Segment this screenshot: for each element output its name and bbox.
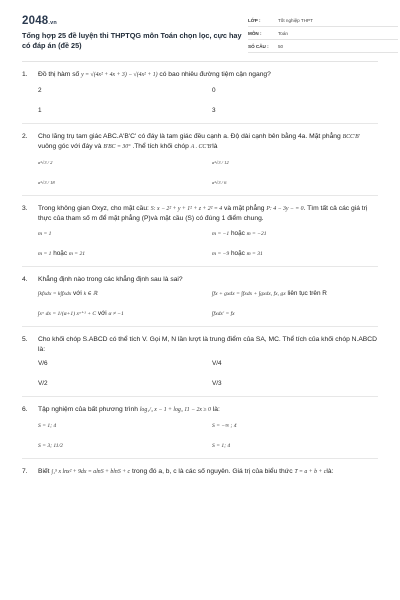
- question-number: 5.: [22, 336, 28, 343]
- question-stem: [22, 467, 378, 478]
- question-item: [22, 397, 378, 459]
- answer-option[interactable]: [212, 309, 378, 319]
- answer-option[interactable]: [212, 421, 378, 431]
- math-expression: A . CC'B': [190, 144, 213, 150]
- text-segment: V/6: [38, 360, 48, 367]
- text-segment: Đồ thị hàm số: [38, 71, 82, 78]
- text-segment: trong đó a, b, c là các số nguyên. Giá trị của biểu thức: [130, 467, 295, 475]
- math-expression: ∫kfxdx = k∫fxdx: [38, 291, 72, 297]
- question-text: [38, 335, 378, 354]
- answer-option[interactable]: [212, 249, 378, 259]
- page-title: Tổng hợp 25 đề luyện thi THPTQG môn Toán chọn lọc, cực hay có đáp án (đề 25): [22, 31, 242, 50]
- math-expression: ∫fx + gxdx = ∫fxdx + ∫gxdx, fx, gx: [212, 291, 286, 297]
- answer-option[interactable]: [212, 441, 378, 451]
- text-segment: Khẳng định nào trong các khẳng định sau là sai?: [38, 275, 183, 283]
- text-segment: . Tìm tất cả các giá trị thực của tham số m để mặt phẳng (P)và mặt cầu (S) có đúng 1 điểm chung.: [38, 204, 368, 222]
- text-segment: V/4: [212, 360, 222, 367]
- text-segment: liên tục trên R: [285, 290, 327, 297]
- text-segment: với: [71, 290, 84, 297]
- text-segment: là:: [210, 406, 220, 413]
- math-fraction: a³√3 / 18: [38, 179, 55, 185]
- answer-options: [22, 284, 378, 324]
- question-item: [22, 62, 378, 124]
- question-item: [22, 459, 378, 480]
- question-stem: [22, 204, 378, 224]
- text-segment: Biết: [38, 467, 52, 475]
- math-expression: S: x − 2² + y + 1² + z + 2² = 4: [150, 205, 223, 212]
- question-stem: [22, 335, 378, 354]
- answer-option[interactable]: [212, 229, 378, 239]
- math-expression: ∫₁⁵ x lnx² + 9dx = alnS + blnS + c: [51, 468, 131, 475]
- question-number: 7.: [22, 467, 28, 475]
- math-fraction: a³√3 / 6: [212, 179, 227, 185]
- question-stem: [22, 275, 378, 285]
- text-segment: Cho lăng trụ tam giác ABC.A'B'C' có đáy là tam giác đều cạnh a. Độ dài cạnh bên bằng 4a. Mặt phẳng: [38, 132, 343, 140]
- text-segment: có bao nhiêu đường tiệm cận ngang?: [157, 71, 271, 78]
- question-item: [22, 327, 378, 397]
- meta-key: SỐ CÂU :: [248, 43, 269, 49]
- answer-option[interactable]: [38, 178, 204, 188]
- meta-row-class: [248, 14, 398, 27]
- math-expression: k ∈ ℝ: [83, 291, 98, 297]
- meta-row-subject: [248, 27, 398, 40]
- answer-option[interactable]: [212, 106, 378, 116]
- answer-option[interactable]: [38, 289, 204, 299]
- question-text: [38, 405, 378, 416]
- answer-option[interactable]: [38, 441, 204, 451]
- answer-option[interactable]: [212, 289, 378, 299]
- question-text: [38, 132, 378, 153]
- math-expression: P: 4 − 3y − = 0: [266, 205, 304, 212]
- meta-value: Tốt nghiệp THPT: [278, 17, 313, 23]
- answer-options: [22, 81, 378, 121]
- math-expression: ∫xᵅ dx = 1/(α+1) xᵅ⁺¹ + C: [38, 311, 97, 317]
- answer-option[interactable]: [212, 86, 378, 96]
- question-number: 1.: [22, 71, 28, 78]
- answer-option[interactable]: [212, 359, 378, 369]
- answer-options: [22, 354, 378, 394]
- question-list: [22, 62, 378, 479]
- text-segment: 2: [38, 86, 42, 94]
- meta-value: 50: [278, 43, 284, 49]
- math-expression: S = 1; 4: [38, 422, 57, 429]
- logo-suffix: .vn: [48, 20, 57, 26]
- answer-option[interactable]: [212, 158, 378, 168]
- math-expression: m = −9: [212, 250, 230, 257]
- question-text: [38, 204, 378, 224]
- question-item: [22, 124, 378, 196]
- text-segment: với: [96, 310, 109, 317]
- text-segment: vuông góc với đáy và: [38, 143, 104, 150]
- meta-key: LỚP :: [248, 17, 261, 23]
- math-expression: BCC'B': [342, 133, 360, 140]
- text-segment: Cho khối chóp S.ABCD có thể tích V. Gọi M, N lần lượt là trung điểm của SA, MC. Thể tích của khối chóp N.ABCD là:: [38, 336, 377, 353]
- answer-option[interactable]: [38, 359, 204, 369]
- text-segment: là: [212, 143, 218, 150]
- math-fraction: a³√3 / 12: [212, 159, 229, 165]
- question-stem: [22, 132, 378, 153]
- math-expression: m = 31: [246, 250, 263, 257]
- meta-table: [248, 14, 398, 53]
- answer-option[interactable]: [212, 379, 378, 389]
- question-number: 3.: [22, 204, 28, 212]
- math-expression: S = 3; 11/2: [38, 442, 63, 449]
- answer-option[interactable]: [38, 106, 204, 116]
- question-number: 2.: [22, 132, 28, 140]
- math-expression: y = √(4x² + 4x + 3) − √(4x² + 1): [81, 72, 158, 78]
- answer-option[interactable]: [38, 249, 204, 259]
- text-segment: hoặc: [51, 249, 69, 257]
- question-text: [38, 70, 378, 81]
- text-segment: 0: [212, 86, 216, 94]
- answer-options: [22, 153, 378, 193]
- meta-row-count: [248, 40, 398, 53]
- math-expression: m = −1: [212, 230, 230, 237]
- math-expression: m = 1: [38, 250, 52, 257]
- answer-option[interactable]: [212, 178, 378, 188]
- text-segment: V/2: [38, 380, 48, 387]
- math-expression: ∫fxdx' = fx: [212, 311, 235, 317]
- text-segment: Tập nghiệm của bất phương trình: [38, 406, 140, 413]
- question-number: 6.: [22, 406, 28, 413]
- question-stem: [22, 405, 378, 416]
- text-segment: và mặt phẳng: [222, 204, 267, 212]
- math-expression: log₁/₃ x − 1 + log₃ 11 − 2x ≥ 0: [139, 407, 211, 413]
- meta-value: Toán: [278, 30, 288, 36]
- text-segment: Trong không gian Oxyz, cho mặt cầu:: [38, 204, 151, 212]
- question-number: 4.: [22, 275, 28, 283]
- meta-key: MÔN :: [248, 30, 262, 36]
- logo-text: 2048: [22, 15, 49, 27]
- math-fraction: a³√3 / 2: [38, 159, 53, 165]
- text-segment: 1: [38, 106, 42, 114]
- math-expression: m = −21: [246, 230, 267, 237]
- math-expression: T = a + b + c: [294, 468, 327, 475]
- text-segment: hoặc: [229, 229, 247, 237]
- question-text: [38, 275, 378, 285]
- text-segment: 3: [212, 106, 216, 114]
- answer-option[interactable]: [38, 229, 204, 239]
- site-logo[interactable]: [22, 15, 57, 27]
- question-item: [22, 267, 378, 328]
- math-expression: m = 1: [38, 230, 52, 237]
- math-expression: α ≠ −1: [108, 311, 124, 317]
- text-segment: hoặc: [229, 249, 247, 257]
- math-expression: m = 21: [68, 250, 86, 257]
- answer-options: [22, 416, 378, 456]
- answer-options: [22, 224, 378, 264]
- math-expression: S = −∞ ; 4: [212, 422, 237, 429]
- math-expression: S = 1; 4: [212, 442, 231, 449]
- answer-option[interactable]: [38, 421, 204, 431]
- question-stem: [22, 70, 378, 81]
- question-text: [38, 467, 378, 478]
- text-segment: V/3: [212, 380, 222, 387]
- page-header: [22, 0, 378, 62]
- answer-option[interactable]: [38, 309, 204, 319]
- math-expression: B'BC = 30°: [103, 144, 131, 150]
- answer-option[interactable]: [38, 158, 204, 168]
- answer-option[interactable]: [38, 86, 204, 96]
- text-segment: là:: [326, 467, 334, 475]
- answer-option[interactable]: [38, 379, 204, 389]
- text-segment: .Thể tích khối chóp: [130, 143, 191, 150]
- question-item: [22, 196, 378, 267]
